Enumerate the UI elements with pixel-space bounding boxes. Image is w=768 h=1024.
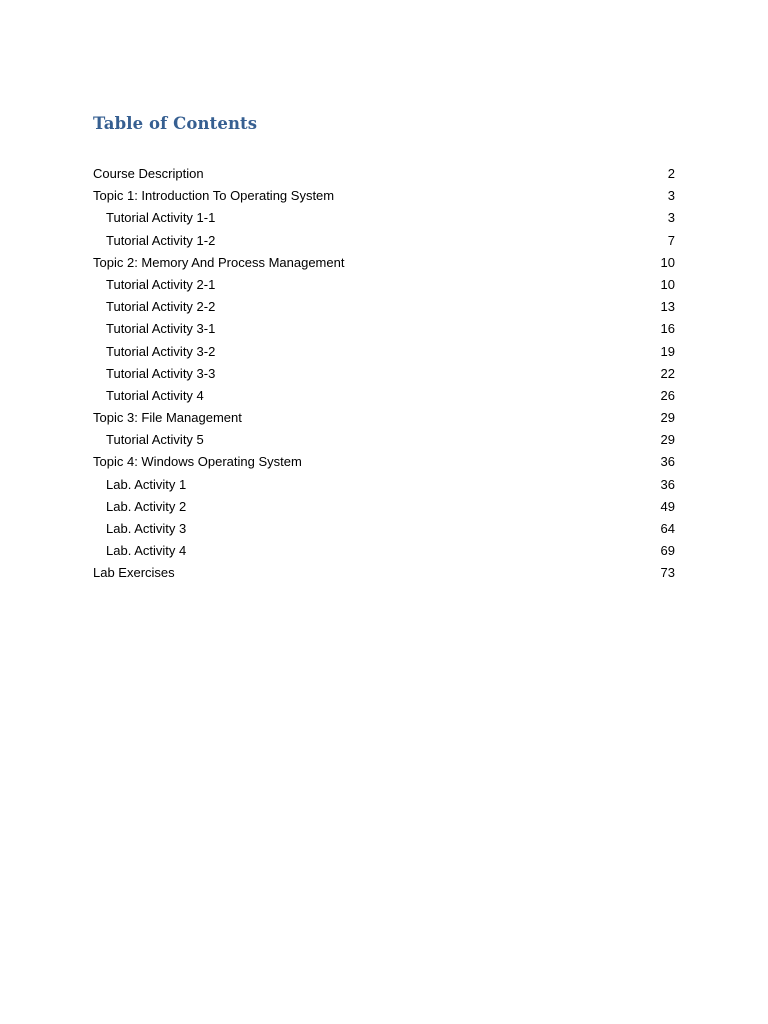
toc-entry[interactable] (93, 407, 675, 429)
toc-entry[interactable] (93, 296, 675, 318)
toc-entry[interactable] (93, 562, 675, 584)
toc-entry-page: 49 (660, 498, 675, 514)
toc-entry-label: Topic 4: Windows Operating System (93, 454, 302, 470)
toc-entry[interactable] (93, 230, 675, 252)
toc-entry-label: Tutorial Activity 5 (106, 432, 204, 448)
toc-entry[interactable] (93, 540, 675, 562)
toc-entry[interactable] (93, 274, 675, 296)
toc-entry-page: 3 (667, 188, 675, 204)
toc-entry-label: Lab. Activity 4 (106, 543, 187, 559)
toc-entry-page: 13 (660, 299, 675, 315)
toc-entry-page: 10 (660, 254, 675, 270)
toc-entry[interactable] (93, 496, 675, 518)
toc-entry-page: 10 (660, 276, 675, 292)
toc-entry-page: 19 (660, 343, 675, 359)
toc-title: Table of Contents (93, 114, 258, 133)
toc-entry-page: 64 (660, 521, 675, 536)
toc-entry-page: 69 (660, 543, 675, 559)
toc-entry-page: 29 (660, 432, 675, 448)
toc-entry[interactable] (93, 385, 675, 407)
toc-entry-label: Tutorial Activity 3-2 (106, 343, 216, 359)
toc-entry-label: Topic 1: Introduction To Operating System (93, 188, 335, 204)
toc-entry-label: Lab. Activity 3 (106, 521, 187, 536)
toc-entry-label: Lab. Activity 2 (106, 498, 187, 514)
toc-entry-label: Topic 2: Memory And Process Management (93, 254, 345, 270)
toc-entry[interactable] (93, 429, 675, 451)
toc-entry[interactable] (93, 163, 675, 185)
toc-entry-label: Tutorial Activity 2-1 (106, 276, 216, 292)
toc-entry[interactable] (93, 185, 675, 207)
toc-list (93, 163, 675, 585)
toc-entry[interactable] (93, 341, 675, 363)
toc-entry[interactable] (93, 451, 675, 473)
toc-entry-page: 36 (660, 476, 675, 492)
toc-entry[interactable] (93, 207, 675, 229)
toc-entry-page: 26 (660, 387, 675, 403)
toc-entry[interactable] (93, 318, 675, 340)
toc-entry-label: Tutorial Activity 3-1 (106, 321, 216, 337)
toc-entry-label: Tutorial Activity 1-1 (106, 210, 216, 226)
toc-entry-label: Topic 3: File Management (93, 410, 242, 426)
toc-entry[interactable] (93, 518, 675, 540)
toc-entry-page: 36 (660, 454, 675, 470)
toc-entry[interactable] (93, 252, 675, 274)
toc-entry-label: Lab Exercises (93, 565, 175, 581)
toc-entry[interactable] (93, 474, 675, 496)
toc-entry-label: Tutorial Activity 1-2 (106, 232, 216, 248)
toc-entry-page: 16 (660, 321, 675, 337)
toc-entry-label: Tutorial Activity 3-3 (106, 365, 216, 381)
toc-entry-label: Course Description (93, 166, 204, 181)
toc-entry[interactable] (93, 363, 675, 385)
toc-entry-label: Tutorial Activity 2-2 (106, 299, 216, 315)
toc-entry-label: Lab. Activity 1 (106, 476, 187, 492)
toc-entry-page: 73 (660, 565, 675, 581)
toc-entry-page: 2 (667, 166, 675, 181)
toc-entry-page: 29 (660, 410, 675, 426)
toc-entry-label: Tutorial Activity 4 (106, 387, 204, 403)
toc-entry-page: 3 (667, 210, 675, 226)
toc-entry-page: 22 (660, 365, 675, 381)
toc-entry-page: 7 (667, 232, 675, 248)
